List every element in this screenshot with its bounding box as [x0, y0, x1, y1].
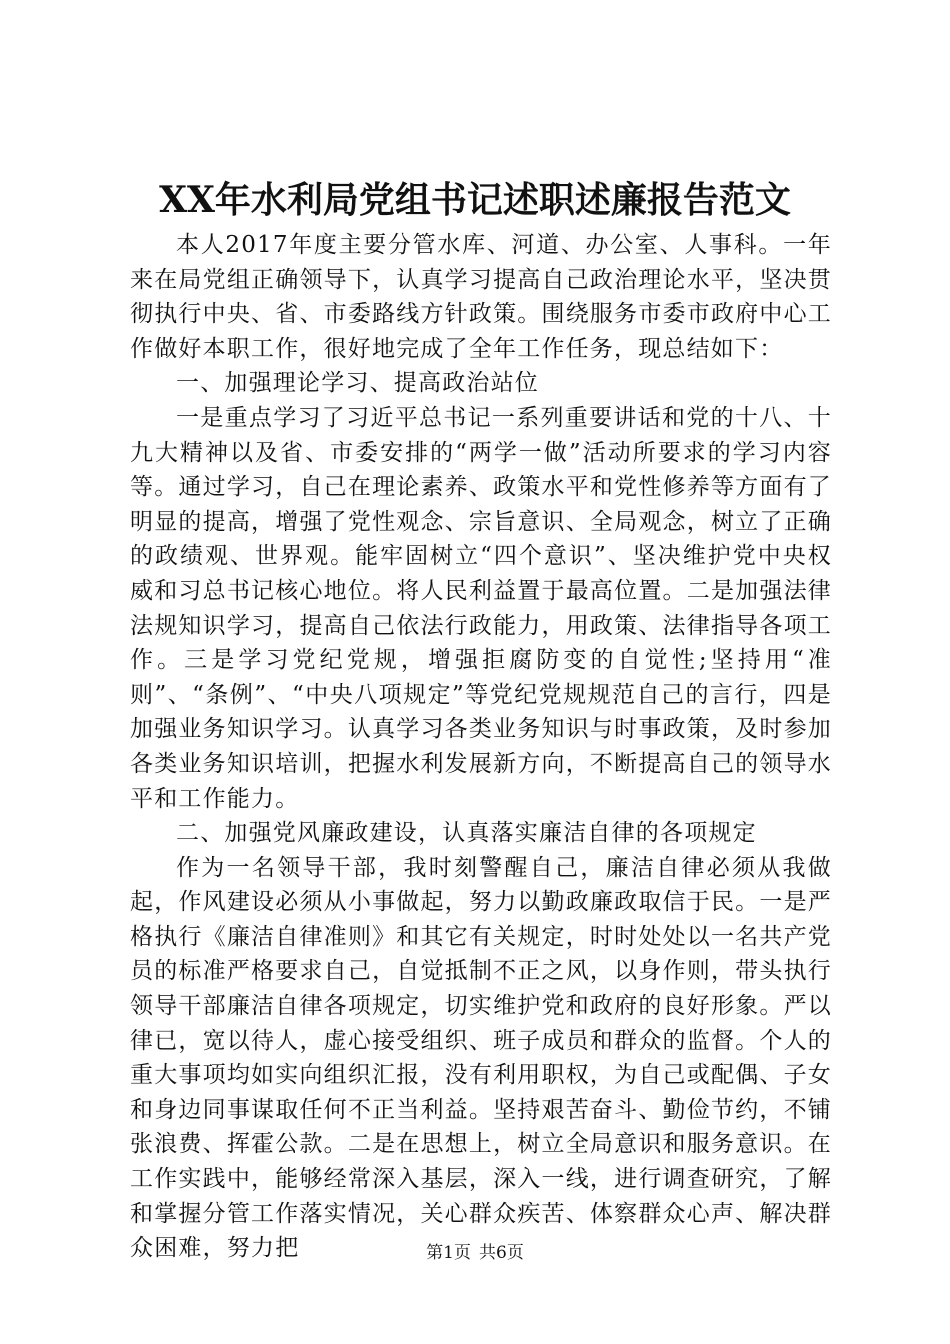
section-heading-1: 一、加强理论学习、提高政治站位 [176, 370, 539, 397]
page-footer [0, 1242, 950, 1264]
section-2-paragraph: 作为一名领导干部，我时刻警醒自己，廉洁自律必须从我做起，作风建设必须从小事做起，努力以勤政廉政取信于民。一是严格执行《廉洁自律准则》和其它有关规定，时时处处以一名共产党员的标准严格要求自己，自觉抵制不正之风，以身作则，带头执行领导干部廉洁自律各项规定，切实维护党和政府的良好形象。严以律已，宽以待人，虚心接受组织、班子成员和群众的监督。个人的重大事项均如实向组织汇报，没有利用职权，为自己或配偶、子女和身边同事谋取任何不正当利益。坚持艰苦奋斗、勤俭节约，不铺张浪费、挥霍公款。二是在思想上，树立全局意识和服务意识。在工作实践中，能够经常深入基层，深入一线，进行调查研究，了解和掌握分管工作落实情况，关心群众疾苦、体察群众心声、解决群众困难，努力把 [130, 854, 832, 1262]
page-number: 第1页 [426, 1243, 471, 1263]
document-body [130, 228, 832, 1266]
page-total: 共6页 [479, 1243, 524, 1263]
section-1-paragraph: 一是重点学习了习近平总书记一系列重要讲话和党的十八、十九大精神以及省、市委安排的“两学一做”活动所要求的学习内容等。通过学习，自己在理论素养、政策水平和党性修养等方面有了明显的提高，增强了党性观念、宗旨意识、全局观念，树立了正确的政绩观、世界观。能牢固树立“四个意识”、坚决维护党中央权威和习总书记核心地位。将人民利益置于最高位置。二是加强法律法规知识学习，提高自己依法行政能力，用政策、法律指导各项工作。三是学习党纪党规，增强拒腐防变的自觉性;坚持用“准则”、“条例”、“中央八项规定”等党纪党规规范自己的言行，四是加强业务知识学习。认真学习各类业务知识与时事政策，及时参加各类业务知识培训，把握水利发展新方向，不断提高自己的领导水平和工作能力。 [130, 404, 832, 812]
document-title: XX年水利局党组书记述职述廉报告范文 [159, 179, 791, 221]
section-heading-2: 二、加强党风廉政建设，认真落实廉洁自律的各项规定 [176, 820, 757, 847]
intro-paragraph: 本人2017年度主要分管水库、河道、办公室、人事科。一年来在局党组正确领导下，认真学习提高自己政治理论水平，坚决贯彻执行中央、省、市委路线方针政策。围绕服务市委市政府中心工作做好本职工作，很好地完成了全年工作任务，现总结如下： [130, 232, 832, 362]
